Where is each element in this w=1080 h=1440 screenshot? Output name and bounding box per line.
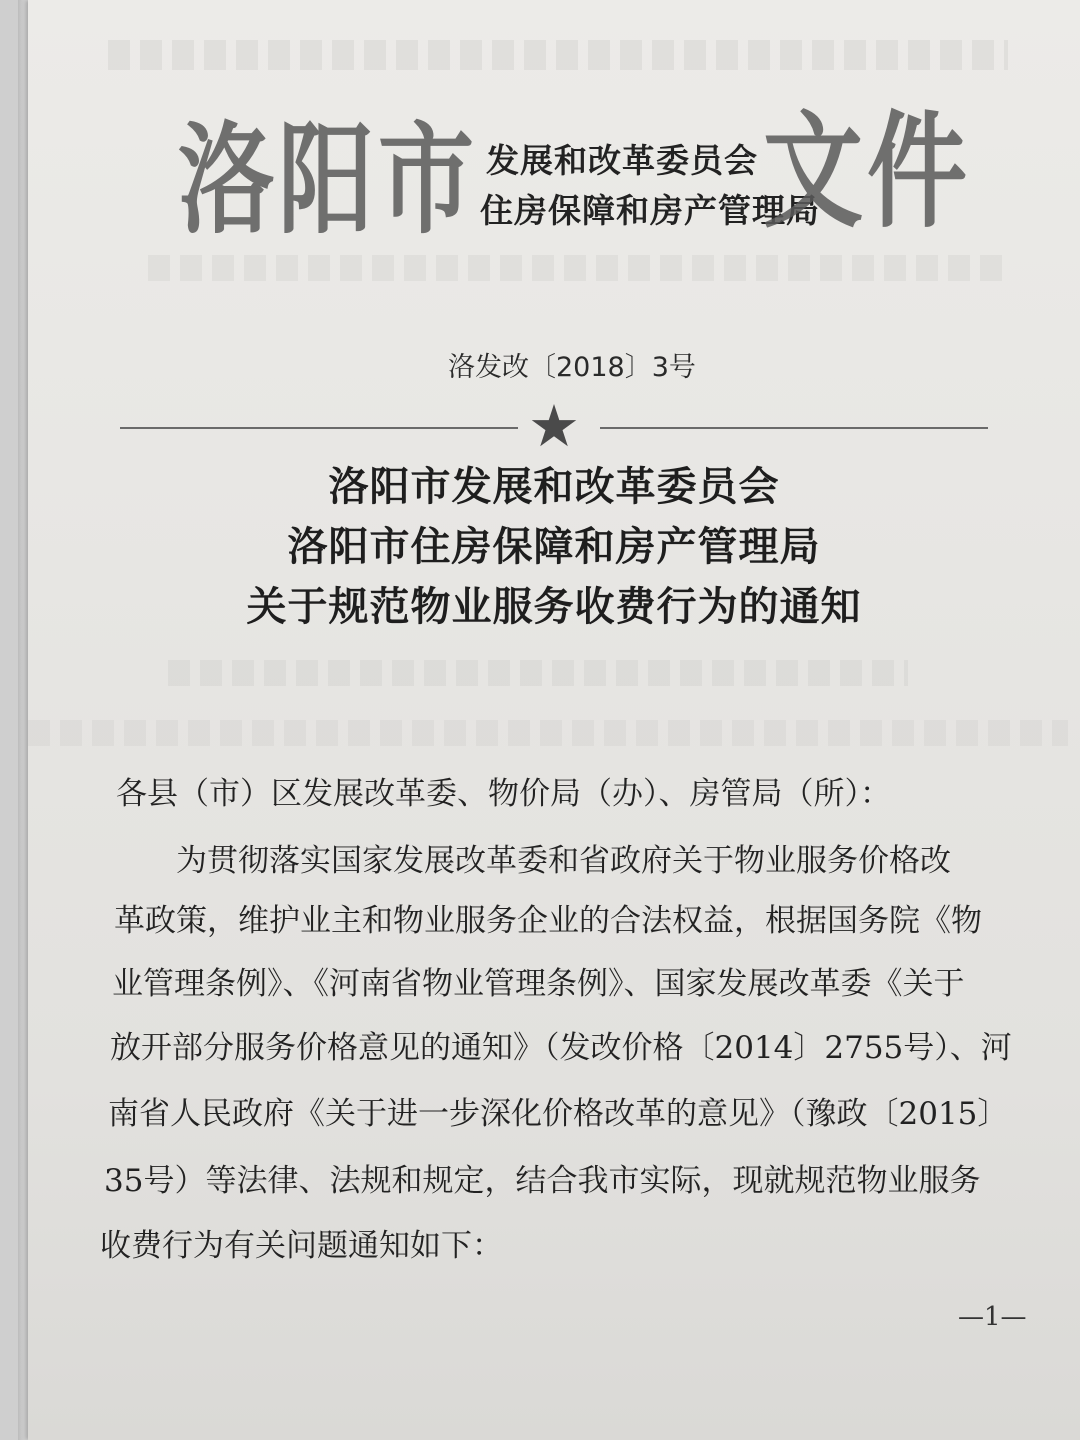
body-line-3: 业管理条例》、《河南省物业管理条例》、国家发展改革委《关于 — [112, 966, 965, 1002]
bleed-through-texture — [28, 720, 1068, 746]
body-line-4: 放开部分服务价格意见的通知》（发改价格〔2014〕2755号）、河 — [110, 1030, 1012, 1066]
header-org-line1: 发展和改革委员会 — [486, 141, 758, 180]
body-line-6: 35号）等法律、法规和规定，结合我市实际，现就规范物业服务 — [104, 1163, 981, 1199]
page-edge — [18, 0, 28, 1440]
document-page — [28, 0, 1080, 1440]
divider-right — [600, 427, 988, 429]
document-number: 洛发改〔2018〕3号 — [448, 352, 696, 383]
title-line-1: 洛阳市发展和改革委员会 — [328, 463, 780, 510]
bleed-through-texture — [168, 660, 908, 686]
title-line-2: 洛阳市住房保障和房产管理局 — [287, 523, 821, 570]
salutation: 各县（市）区发展改革委、物价局（办）、房管局（所）： — [116, 776, 891, 812]
header-org-line2: 住房保障和房产管理局 — [480, 191, 820, 230]
header-org-left: 洛阳市 — [178, 110, 478, 250]
star-icon: ★ — [528, 392, 580, 460]
bleed-through-texture — [148, 255, 1008, 281]
body-line-5: 南省人民政府《关于进一步深化价格改革的意见》（豫政〔2015〕 — [108, 1096, 1009, 1132]
body-line-7: 收费行为有关问题通知如下： — [100, 1228, 503, 1264]
body-line-1: 为贯彻落实国家发展改革委和省政府关于物业服务价格改 — [176, 843, 951, 879]
header-doc-type: 文件 — [763, 98, 971, 245]
page-number: —1— — [958, 1302, 1027, 1332]
title-line-3: 关于规范物业服务收费行为的通知 — [246, 583, 862, 630]
bleed-through-texture — [108, 40, 1008, 70]
body-line-2: 革政策，维护业主和物业服务企业的合法权益，根据国务院《物 — [114, 903, 982, 939]
divider-left — [120, 427, 518, 429]
